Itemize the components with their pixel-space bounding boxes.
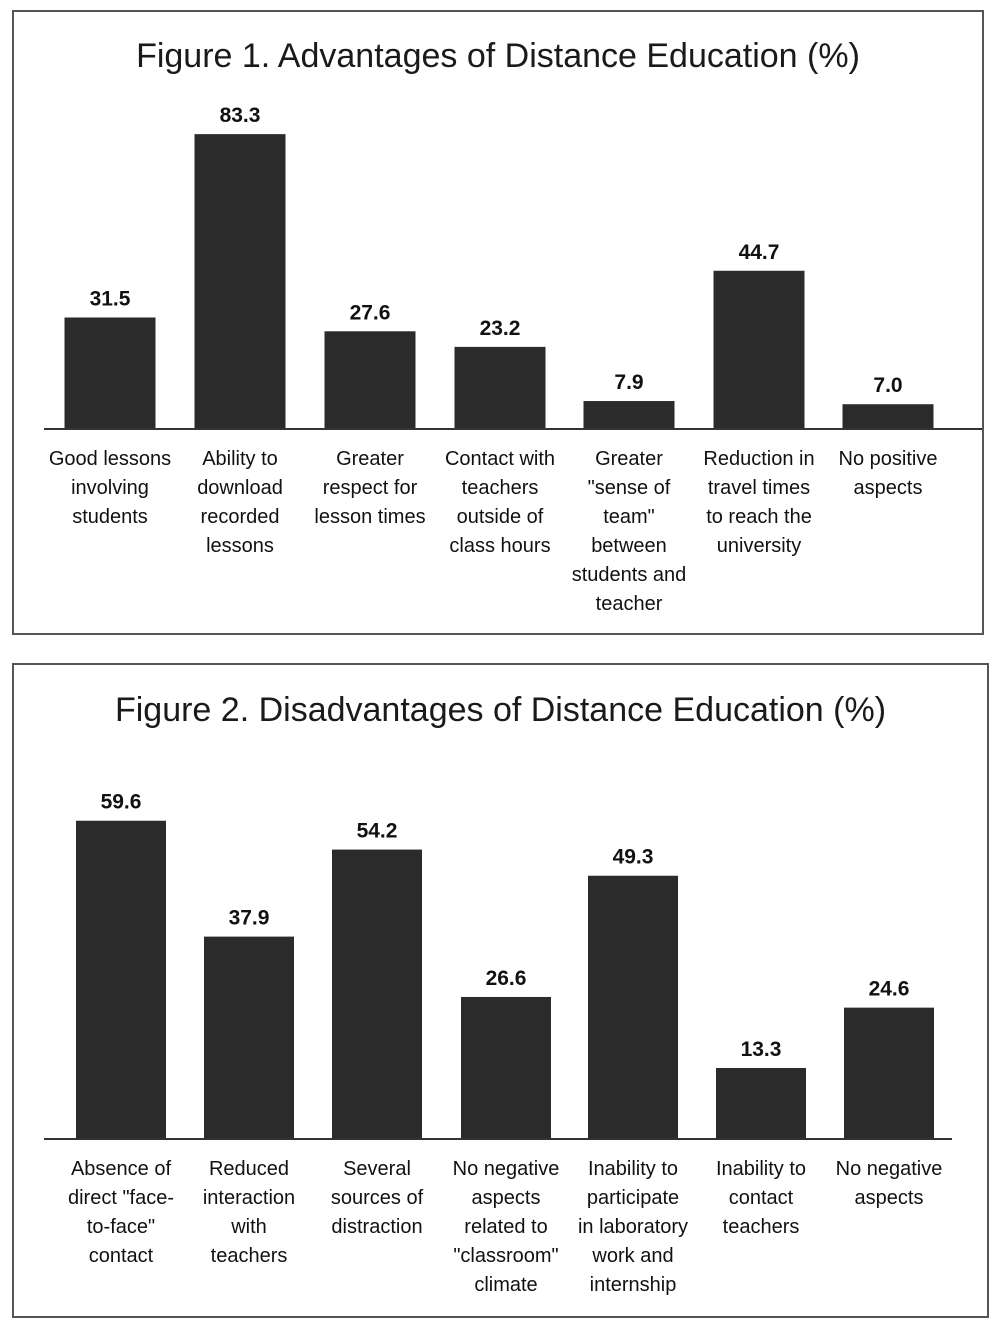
category-label bbox=[823, 1155, 955, 1213]
bar bbox=[588, 876, 678, 1139]
category-label-line: teachers bbox=[722, 1216, 800, 1238]
category-label-line: Absence of bbox=[70, 1158, 172, 1180]
category-label-line: work and bbox=[592, 1245, 674, 1267]
category-label-line: Greater bbox=[595, 448, 663, 470]
category-label-line: Reduction in bbox=[703, 448, 815, 470]
category-label-line: aspects bbox=[471, 1187, 541, 1209]
bar bbox=[716, 1068, 806, 1139]
category-label-line: Reduced bbox=[208, 1158, 290, 1180]
category-label bbox=[822, 445, 954, 503]
category-label-line: download bbox=[197, 477, 283, 499]
category-label bbox=[174, 445, 306, 561]
bar bbox=[584, 401, 675, 429]
bar bbox=[65, 317, 156, 429]
category-label-line: to reach the bbox=[706, 506, 812, 528]
data-label: 24.6 bbox=[868, 977, 910, 1001]
category-label-line: No negative bbox=[835, 1158, 943, 1180]
data-label: 44.7 bbox=[738, 240, 780, 264]
category-label-line: climate bbox=[474, 1274, 538, 1296]
category-label bbox=[304, 445, 436, 532]
category-label-line: university bbox=[716, 535, 802, 557]
bar bbox=[714, 271, 805, 429]
data-label: 83.3 bbox=[219, 104, 261, 128]
category-label-line: recorded bbox=[200, 506, 280, 528]
bar bbox=[204, 937, 294, 1139]
category-label-line: interaction bbox=[202, 1187, 296, 1209]
category-label-line: class hours bbox=[449, 535, 551, 557]
bar bbox=[461, 997, 551, 1139]
category-label-line: Greater bbox=[336, 448, 404, 470]
category-label-line: "sense of bbox=[587, 477, 671, 499]
category-label-line: Ability to bbox=[202, 448, 278, 470]
category-label-line: team" bbox=[603, 506, 655, 528]
category-label-line: lesson times bbox=[314, 506, 426, 528]
bar bbox=[843, 404, 934, 429]
bar bbox=[844, 1008, 934, 1139]
category-label-line: teachers bbox=[461, 477, 539, 499]
category-label-line: involving bbox=[71, 477, 149, 499]
category-label-line: contact bbox=[728, 1187, 794, 1209]
category-label-line: respect for bbox=[322, 477, 418, 499]
category-label-line: "classroom" bbox=[453, 1245, 559, 1267]
bar bbox=[455, 347, 546, 429]
data-label: 37.9 bbox=[228, 906, 270, 930]
data-label: 49.3 bbox=[612, 845, 654, 869]
category-label-line: outside of bbox=[456, 506, 544, 528]
category-label bbox=[55, 1155, 187, 1271]
category-label bbox=[567, 1155, 699, 1300]
category-label-line: between bbox=[591, 535, 667, 557]
category-label-line: Several bbox=[343, 1158, 411, 1180]
category-label-line: No positive bbox=[838, 448, 938, 470]
category-label-line: teachers bbox=[210, 1245, 288, 1267]
data-label: 7.9 bbox=[614, 371, 644, 395]
category-label-line: Inability to bbox=[587, 1158, 679, 1180]
category-label bbox=[44, 445, 176, 532]
category-label-line: internship bbox=[589, 1274, 677, 1296]
category-label bbox=[440, 1155, 572, 1300]
category-label-line: in laboratory bbox=[577, 1216, 689, 1238]
category-label-line: Inability to bbox=[715, 1158, 807, 1180]
category-label-line: direct "face- bbox=[67, 1187, 175, 1209]
bar bbox=[195, 134, 286, 429]
category-label-line: teacher bbox=[595, 593, 663, 615]
data-label: 27.6 bbox=[349, 301, 391, 325]
category-label bbox=[311, 1155, 443, 1242]
category-label bbox=[693, 445, 825, 561]
category-label-line: travel times bbox=[707, 477, 811, 499]
data-label: 26.6 bbox=[485, 966, 527, 990]
data-label: 54.2 bbox=[356, 819, 398, 843]
chart-title: Figure 1. Advantages of Distance Education (%) bbox=[136, 37, 860, 75]
category-label-line: distraction bbox=[331, 1216, 423, 1238]
data-label: 59.6 bbox=[100, 790, 142, 814]
category-label-line: sources of bbox=[330, 1187, 424, 1209]
category-label-line: Contact with bbox=[444, 448, 556, 470]
chart-panel-advantages bbox=[12, 10, 984, 635]
category-label-line: lessons bbox=[206, 535, 274, 557]
category-label-line: to-face" bbox=[86, 1216, 156, 1238]
category-label-line: participate bbox=[586, 1187, 680, 1209]
category-label-line: No negative bbox=[452, 1158, 560, 1180]
data-label: 31.5 bbox=[89, 287, 131, 311]
chart-title: Figure 2. Disadvantages of Distance Education (%) bbox=[114, 691, 887, 729]
category-label bbox=[695, 1155, 827, 1242]
bar bbox=[332, 850, 422, 1139]
category-label-line: related to bbox=[464, 1216, 548, 1238]
data-label: 7.0 bbox=[873, 374, 903, 398]
category-label-line: students and bbox=[571, 564, 687, 586]
category-label-line: aspects bbox=[854, 1187, 924, 1209]
category-label bbox=[434, 445, 566, 561]
category-label-line: aspects bbox=[853, 477, 923, 499]
data-label: 23.2 bbox=[479, 316, 521, 340]
category-label-line: with bbox=[231, 1216, 267, 1238]
chart-panel-disadvantages bbox=[12, 663, 989, 1318]
bar bbox=[325, 331, 416, 429]
category-label-line: contact bbox=[88, 1245, 154, 1267]
category-label bbox=[563, 445, 695, 619]
bar bbox=[76, 821, 166, 1139]
category-label-line: Good lessons bbox=[48, 448, 172, 470]
category-label-line: students bbox=[72, 506, 148, 528]
category-label bbox=[183, 1155, 315, 1271]
data-label: 13.3 bbox=[740, 1037, 782, 1061]
